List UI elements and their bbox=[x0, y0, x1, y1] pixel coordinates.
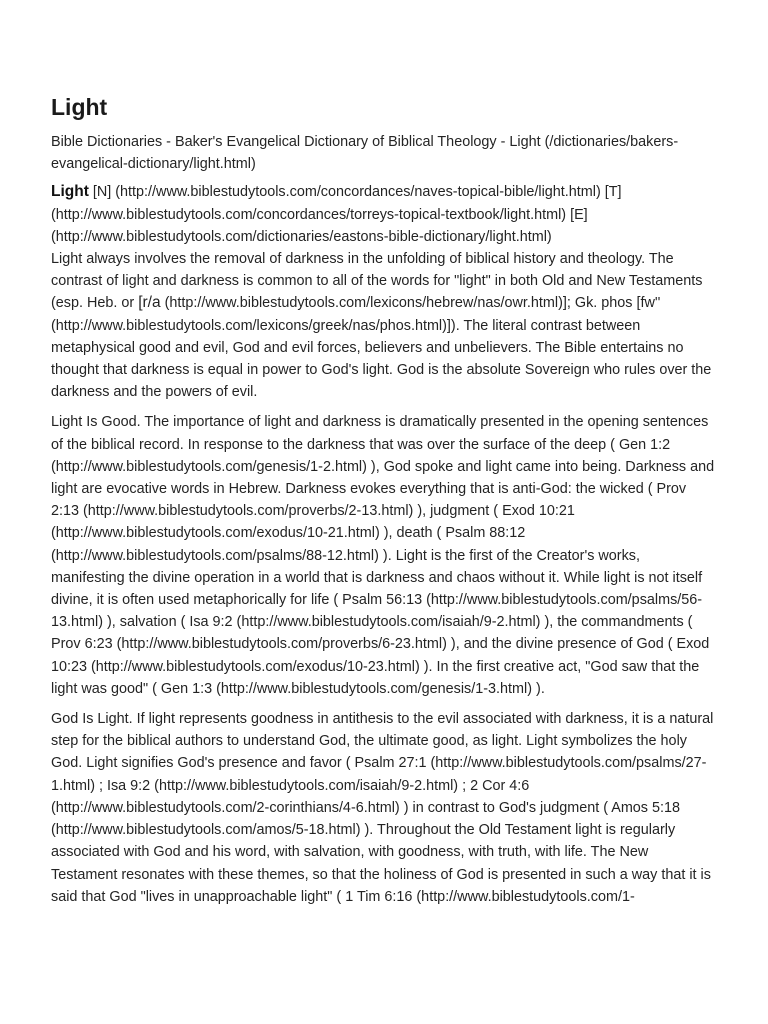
paragraph-intro-part-2: (http://www.biblestudytools.com/lexicons/hebrew/nas/owr.html)]; Gk. phos [fw'' (http://www.biblestudytools.com/lexicons/greek/nas/phos.html)]). The literal contrast between metaphysical good and evil, God and evil forces, believers and unbelievers. The Bible entertains no thought that darkness is equal in power to God's light. God is the absolute Sovereign who rules over the darkness and the powers of evil. bbox=[51, 295, 712, 401]
entry-term: Light bbox=[51, 183, 89, 201]
page-title: Light bbox=[51, 94, 108, 120]
paragraph-intro-part-1: Light always involves the removal of darkness in the unfolding of biblical history and theology. The contrast of light and darkness is common to all of the words for "light" in both Old and New Testaments (esp. Heb. or bbox=[51, 251, 703, 312]
paragraph-god-is-light: God Is Light. If light represents goodness in antithesis to the evil associated with darkness, it is a natural step for the biblical authors to understand God, the ultimate good, as light. Light symbolizes the holy God. Light signifies God's presence and favor ( Psalm 27:1 (http://www.biblestudytools.com/psalms/27-1.html) ; Isa 9:2 (http://www.biblestudytools.com/isaiah/9-2.html) ; 2 Cor 4:6 (http://www.biblestudytools.com/2-corinthians/4-6.html) ) in contrast to God's judgment ( Amos 5:18 (http://www.biblestudytools.com/amos/5-18.html) ). Throughout the Old Testament light is regularly associated with God and his word, with salvation, with goodness, with truth, with life. The New Testament resonates with these themes, so that the holiness of God is presented in such a way that it is said that God "lives in unapproachable light" ( 1 Tim 6:16 (http://www.biblestudytools.com/1- bbox=[51, 711, 714, 905]
source-line: Bible Dictionaries - Baker's Evangelical Dictionary of Biblical Theology - Light (/dictionaries/bakers-evangelical-dictionary/light.html) bbox=[51, 134, 679, 173]
hebrew-term: [r/a bbox=[138, 294, 161, 312]
reference-links-text: [N] (http://www.biblestudytools.com/concordances/naves-topical-bible/light.html) [T] (http://www.biblestudytools.com/concordances/torreys-topical-textbook/light.html) [E] (http://www.biblestudytools.com/dictionaries/eastons-bible-dictionary/light.html) bbox=[51, 184, 622, 245]
reference-links bbox=[51, 181, 716, 248]
paragraph-intro bbox=[51, 248, 716, 403]
paragraph-light-is-good: Light Is Good. The importance of light and darkness is dramatically presented in the opening sentences of the biblical record. In response to the darkness that was over the surface of the deep ( Gen 1:2 (http://www.biblestudytools.com/genesis/1-2.html) ), God spoke and light came into being. Darkness and light are evocative words in Hebrew. Darkness evokes everything that is anti-God: the wicked ( Prov 2:13 (http://www.biblestudytools.com/proverbs/2-13.html) ), judgment ( Exod 10:21 (http://www.biblestudytools.com/exodus/10-21.html) ), death ( Psalm 88:12 (http://www.biblestudytools.com/psalms/88-12.html) ). Light is the first of the Creator's works, manifesting the divine operation in a world that is darkness and chaos without it. While light is not itself divine, it is often used metaphorically for life ( Psalm 56:13 (http://www.biblestudytools.com/psalms/56-13.html) ), salvation ( Isa 9:2 (http://www.biblestudytools.com/isaiah/9-2.html) ), the commandments ( Prov 6:23 (http://www.biblestudytools.com/proverbs/6-23.html) ), and the divine presence of God ( Exod 10:23 (http://www.biblestudytools.com/exodus/10-23.html) ). In the first creative act, "God saw that the light was good" ( Gen 1:3 (http://www.biblestudytools.com/genesis/1-3.html) ). bbox=[51, 414, 715, 697]
